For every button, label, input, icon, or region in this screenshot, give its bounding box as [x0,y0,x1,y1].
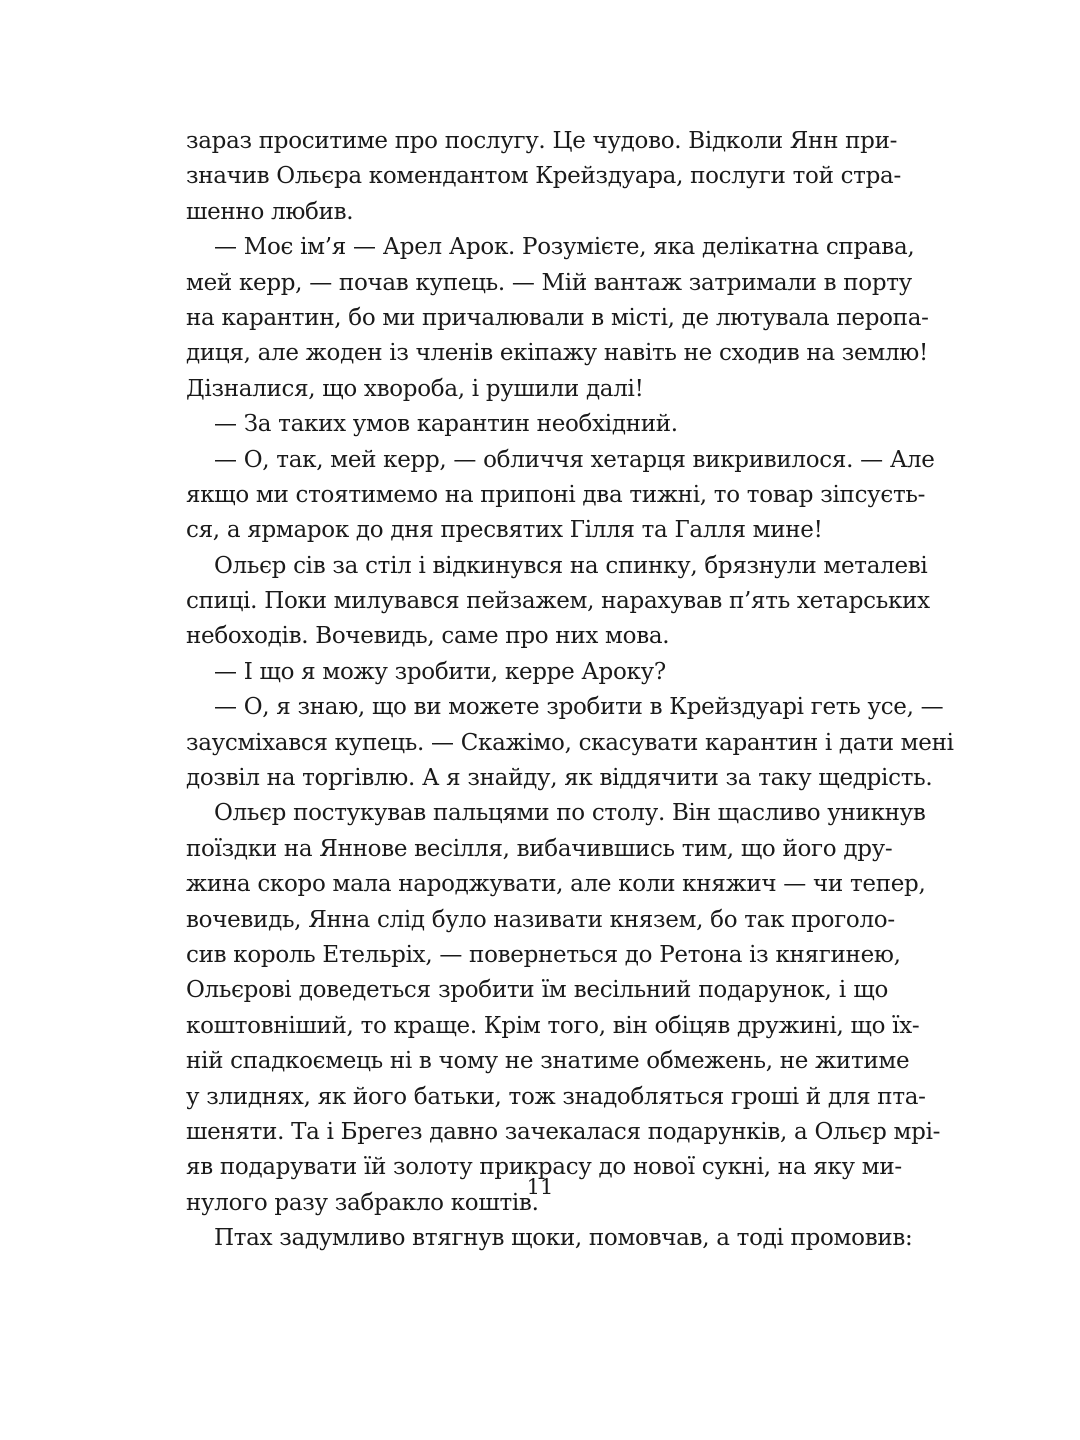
text-line: спиці. Поки милувався пейзажем, нарахував п’ять хетарських [186,588,930,615]
text-line: у злиднях, як його батьки, тож знадобляться гроші й для пта- [186,1083,926,1110]
text-line: зараз проситиме про послугу. Це чудово. Відколи Янн при- [186,128,898,154]
text-line: ній спадкоємець ні в чому не знатиме обмежень, не житиме [186,1048,910,1075]
text-line: значив Ольєра комендантом Крейздуара, послуги той стра- [186,163,901,190]
text-line: — Моє ім’я — Арел Арок. Розумієте, яка делікатна справа, [214,234,915,261]
text-line: поїздки на Яннове весілля, вибачившись тим, що його дру- [186,835,893,862]
text-line: диця, але жоден із членів екіпажу навіть не сходив на землю! [186,340,928,367]
text-line: заусміхався купець. — Скажімо, скасувати карантин і дати мені [186,729,954,756]
text-line: жина скоро мала народжувати, але коли княжич — чи тепер, [186,871,926,898]
text-line: — І що я можу зробити, керре Ароку? [214,658,666,685]
text-line: Ольєр постукував пальцями по столу. Він щасливо уникнув [214,800,926,827]
page-number: 11 [526,1175,554,1199]
text-line: якщо ми стоятимемо на припоні два тижні, то товар зіпсуєть- [186,481,926,508]
text-line: Птах задумливо втягнув щоки, помовчав, а тоді промовив: [214,1225,913,1252]
body-text [186,124,954,1257]
text-line: небоходів. Вочевидь, саме про них мова. [186,623,670,650]
text-line: мей керр, — почав купець. — Мій вантаж затримали в порту [186,269,912,296]
text-line: Ольєрові доведеться зробити їм весільний подарунок, і що [186,977,888,1004]
text-line: сив король Етельріх, — повернеться до Ретона із княгинею, [186,941,901,968]
text-line: Дізналися, що хвороба, і рушили далі! [186,375,644,402]
text-line: шенно любив. [186,198,354,225]
text-line: шеняти. Та і Брегез давно зачекалася подарунків, а Ольєр мрі- [186,1118,941,1145]
text-line: на карантин, бо ми причалювали в місті, де лютувала перопа- [186,304,929,331]
text-line: яв подарувати їй золоту прикрасу до нової сукні, на яку ми- [186,1154,902,1181]
text-line: — За таких умов карантин необхідний. [214,411,678,438]
text-line: дозвіл на торгівлю. А я знайду, як віддячити за таку щедрість. [186,765,933,792]
text-line: — О, я знаю, що ви можете зробити в Крейздуарі геть усе, — [214,694,944,721]
text-line: — О, так, мей керр, — обличчя хетарця викривилося. — Але [214,446,935,473]
text-line: нулого разу забракло коштів. [186,1189,539,1216]
text-line: ся, а ярмарок до дня пресвятих Гілля та Галля мине! [186,517,823,544]
text-line: вочевидь, Янна слід було називати князем, бо так проголо- [186,906,895,933]
text-line: Ольєр сів за стіл і відкинувся на спинку, брязнули металеві [214,552,928,579]
text-line: коштовніший, то краще. Крім того, він обіцяв дружині, що їх- [186,1012,920,1039]
